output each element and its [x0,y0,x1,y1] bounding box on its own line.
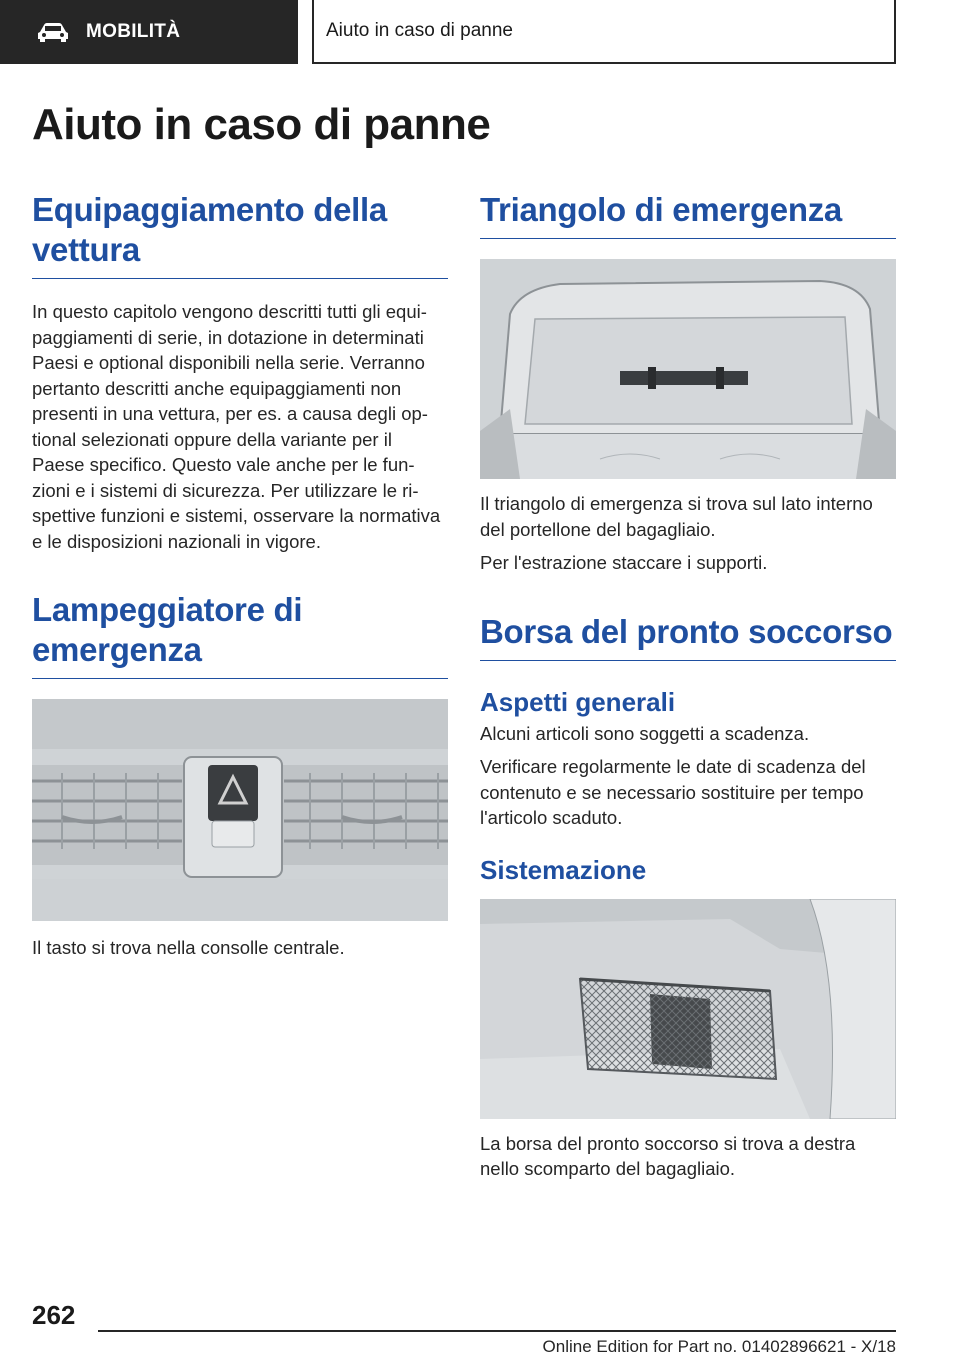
text-line: La borsa del pronto soccorso si trova a destra [480,1132,856,1154]
text-line: Verificare regolarmente le date di scadenza del [480,756,866,777]
footer-divider [98,1330,896,1332]
section-tab[interactable] [0,0,298,64]
edition-note: Online Edition for Part no. 01402896621 - X/18 [542,1337,896,1356]
hazard-caption: Il tasto si trova nella consolle centrale. [32,937,345,958]
storage-heading: Sistemazione [480,854,647,885]
hazard-console-illustration [32,699,448,921]
equipment-heading: Equipaggiamento della vettura [32,190,448,279]
firstaid-heading: Borsa del pronto soccorso [480,612,896,661]
chapter-header [312,0,896,64]
section-label: MOBILITÀ [86,21,181,42]
text-line: zioni e i sistemi di sicurezza. Per utilizzare le ri- [32,479,419,501]
text-line: Paesi e optional disponibili nella serie. Verranno [32,352,425,373]
equipment-paragraph [32,299,448,554]
trunk-lid-illustration [480,259,896,479]
text-line: pertanto descritti anche equipaggiamenti non [32,377,402,399]
general-paragraph [480,754,896,831]
page-number: 262 [32,1300,76,1330]
text-line: spettive funzioni e sistemi, osservare la normativa [32,505,441,526]
triangle-paragraph [480,491,896,542]
hazard-heading: Lampeggiatore di emergenza [32,590,448,679]
chapter-label: Aiuto in caso di panne [326,20,513,41]
car-icon [36,21,70,43]
triangle-removal-text: Per l'estrazione staccare i supporti. [480,552,768,573]
trunk-lid-figure [480,259,896,479]
text-line: presenti in una vettura, per es. a causa degli op- [32,403,428,424]
text-line: paggiamenti di serie, in dotazione in determinati [32,326,424,348]
text-line: nello scomparto del bagagliaio. [480,1158,736,1179]
right-column [480,190,896,1182]
text-line: Paese specifico. Questo vale anche per le fun- [32,454,415,475]
text-line: e le disposizioni nazionali in vigore. [32,530,321,552]
text-line: tional selezionati oppure della variante per il [32,428,392,450]
general-heading: Aspetti generali [480,686,676,717]
page-title: Aiuto in caso di panne [32,100,491,149]
left-column [32,190,448,961]
trunk-net-figure [480,899,896,1119]
triangle-heading: Triangolo di emergenza [480,190,896,239]
text-line: Il triangolo di emergenza si trova sul lato interno [480,493,873,514]
text-line: del portellone del bagagliaio. [480,518,716,540]
text-line: In questo capitolo vengono descritti tutti gli equi- [32,301,427,322]
text-line: contenuto e se necessario sostituire per tempo [480,781,864,803]
storage-paragraph [480,1131,896,1182]
hazard-button-figure [32,699,448,921]
trunk-net-illustration [480,899,896,1119]
text-line: l'articolo scaduto. [480,807,623,828]
general-text: Alcuni articoli sono soggetti a scadenza. [480,722,810,744]
